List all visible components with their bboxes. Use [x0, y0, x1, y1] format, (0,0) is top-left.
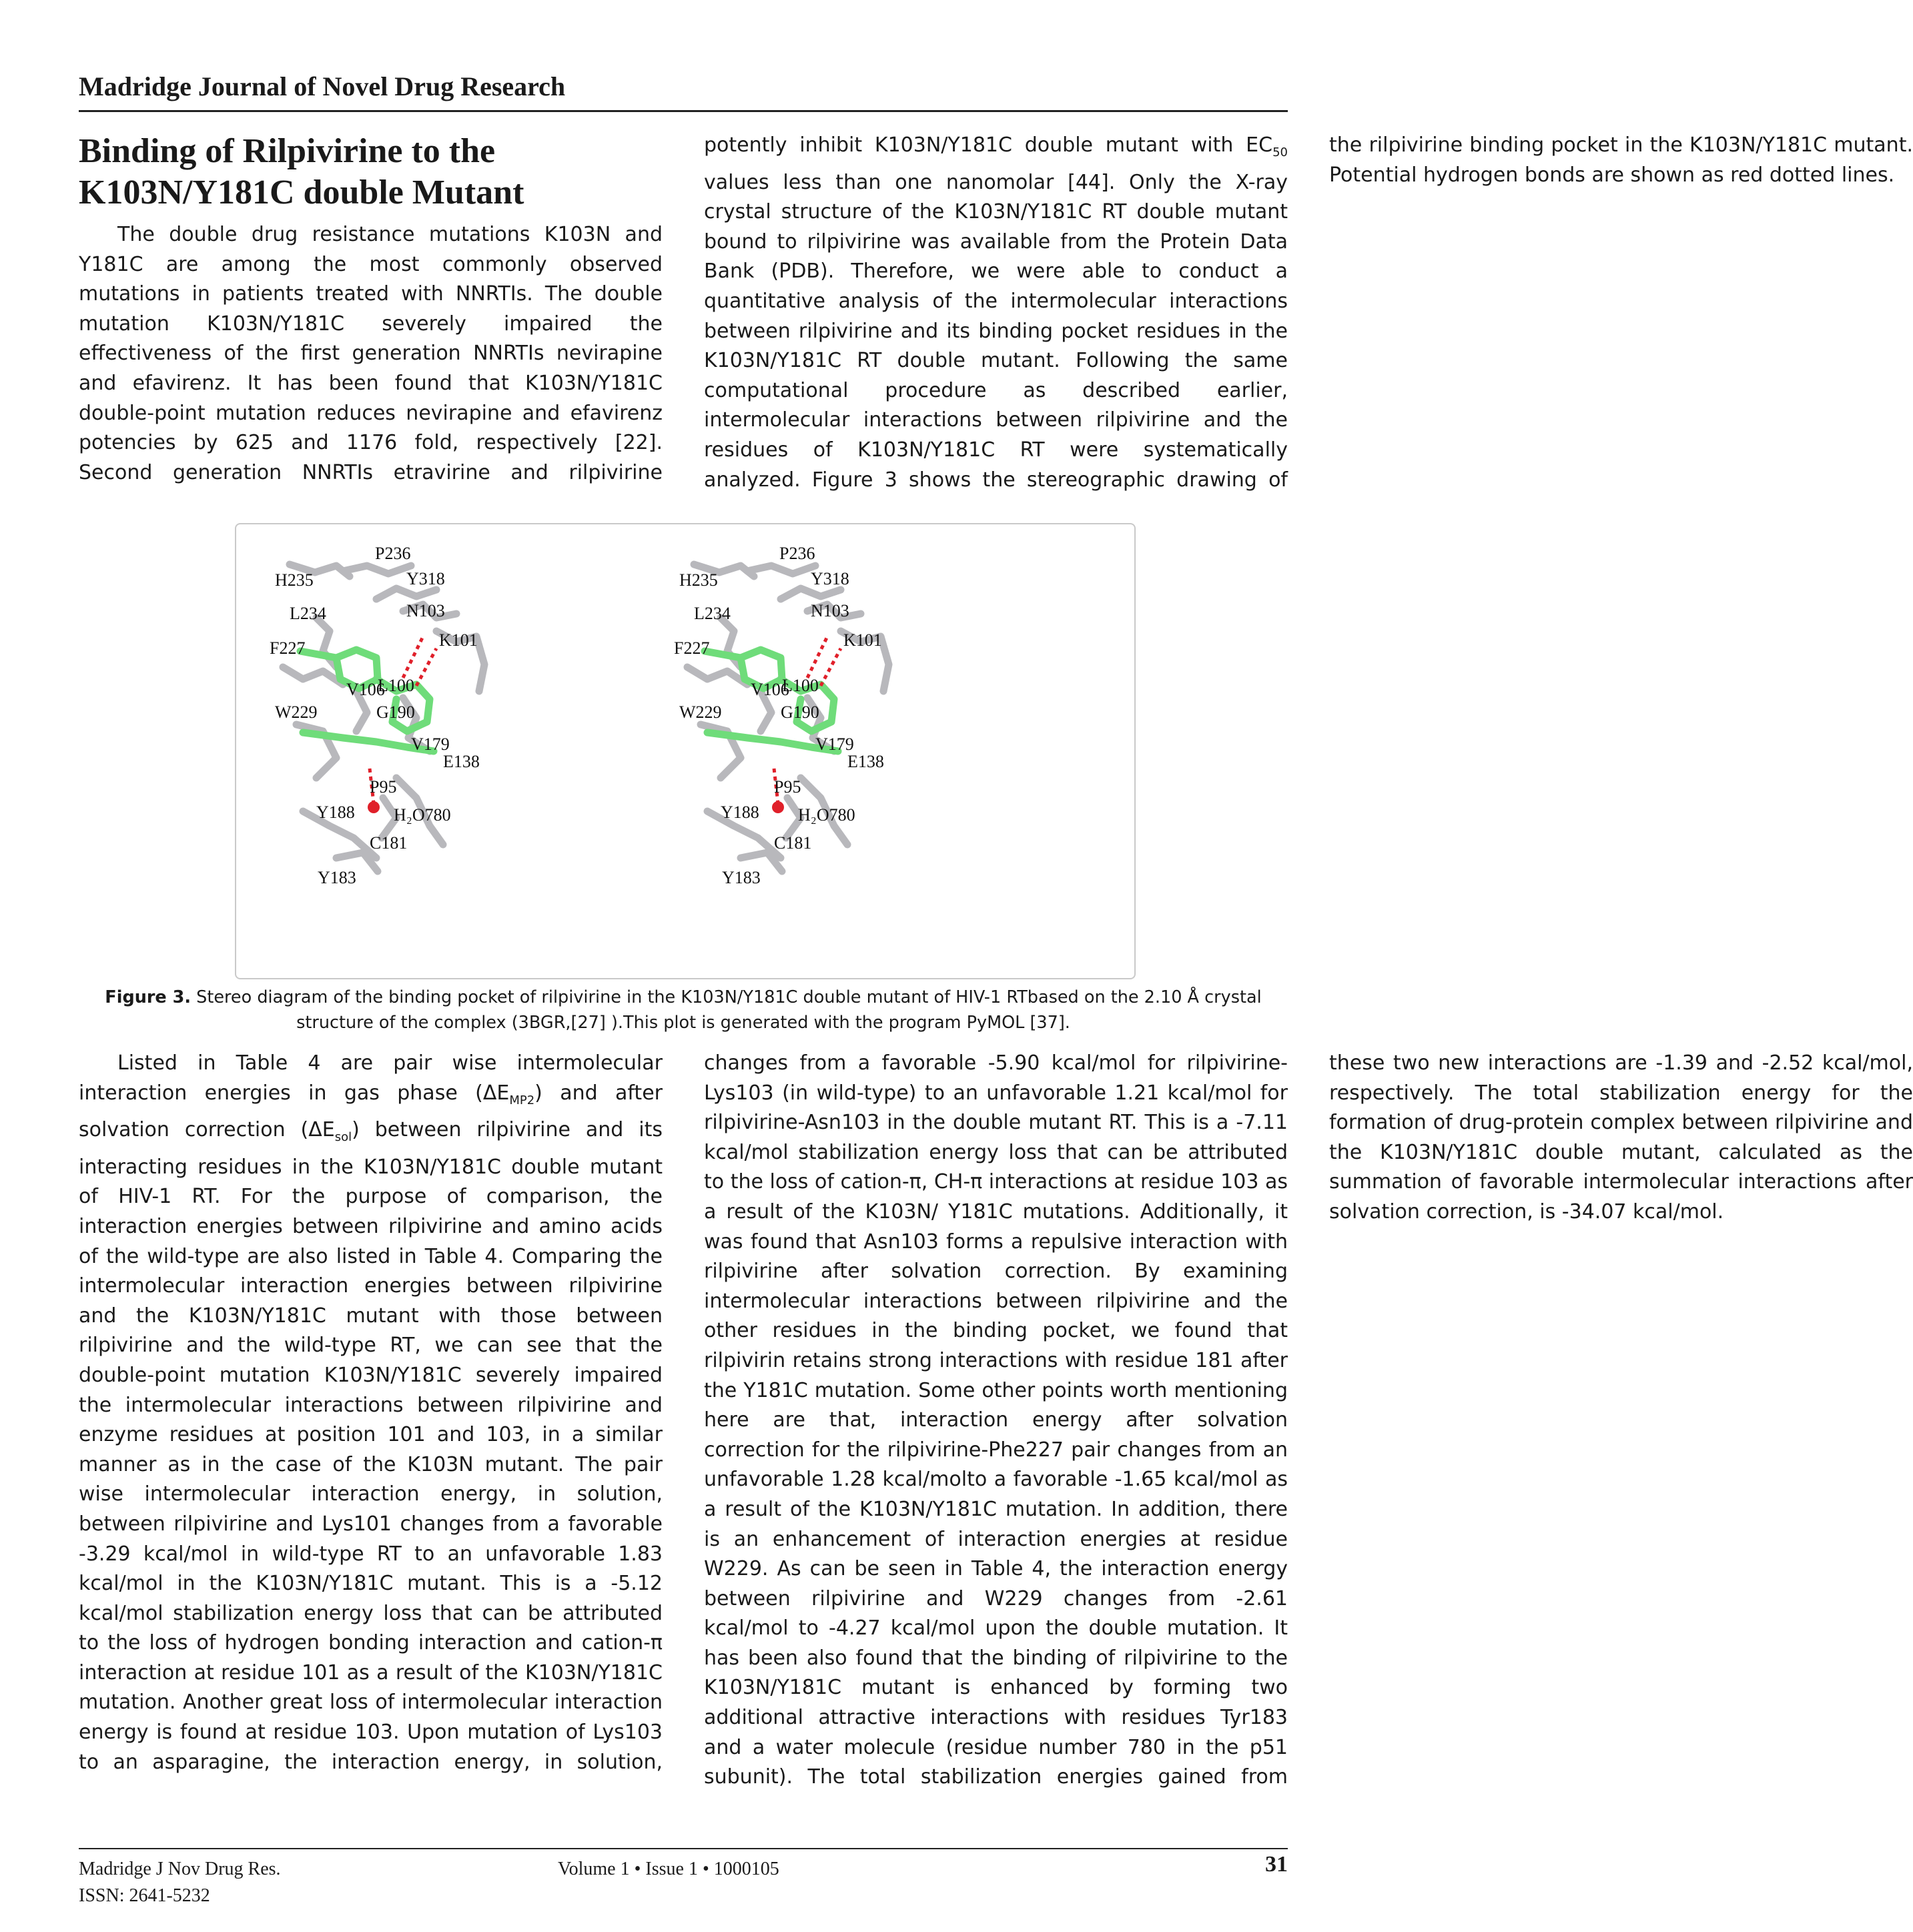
right-hydrogen-bond-1 — [821, 648, 841, 686]
right-label-y183: Y183 — [722, 868, 761, 887]
left-label-h235: H235 — [275, 570, 314, 590]
right-label-f227: F227 — [674, 638, 710, 658]
body-text-c: ) between rilpivirine and its interacting residues in the K103N/Y181C double mutant of HIV-1 RT. For the purpose of comparison, the interaction energies between rilpivirine and amino acids of the wild-type are also listed in Table 4. Comparing the intermolecular interaction energies between rilpivirine and the K103N/Y181C mutant with those between rilpivirine and the wild-type RT, we can see that the double-point mutation K103N/Y181C severely impaired the intermolecular interactions between rilpivirine and enzyme residues at position 101 and 103, in a similar manner as in the case of the K103N mutant. The pair wise intermolecular interaction energy, in solution, between rilpivirine and Lys101 changes from a favorable -3.29 kcal/mol in wild-type RT to an unfavorable 1.83 kcal/mol in the K103N/Y181C mutant. This is a -5.12 kcal/mol stabilization energy loss that can be attributed to the loss of hydrogen bonding interaction and cation-π interaction at residue 101 as a result of the K103N/Y181C mutation. Another great loss of intermolecular interaction energy is found at residue 103. Upon mutation of Lys103 to an asparagine, the interaction energy, in solution, changes from a favorable -5.90 kcal/mol for rilpivirine-Lys103 (in wild-type) to an unfavorable 1.21 kcal/mol for rilpivirine-Asn103 in the double mutant RT. This is a -7.11 kcal/mol stabilization energy loss that can be attributed to the loss of cation-π, CH-π interactions at residue 103 as a result of the K103N/ Y181C mutations. Additionally, it was found that Asn103 forms a repulsive interaction with rilpivirine after solvation correction. By examining intermolecular interactions between rilpivirine and the other residues in the binding pocket, we found that rilpivirin retains strong interactions with residue 181 after the Y181C mutation. Some other points worth mentioning here are that, interaction energy after solvation correction for the rilpivirine-Phe227 pair changes from an unfavorable 1.28 kcal/molto a favorable -1.65 kcal/mol as a result of the K103N/Y181C mutation. In addition, there is an enhancement of interaction energies at residue W229. As can be seen in Table 4, the interaction energy between rilpivirine and W229 changes from -2.61 kcal/mol to -4.27 kcal/mol upon the double mutation. It has been also found that the binding of rilpivirine to the K103N/Y181C mutant is enhanced by forming two additional attractive interactions with residues Tyr183 and a water molecule (residue number 780 in the p51 subunit). The total stabilization energies gained from these two new interactions are -1.39 and -2.52 kcal/mol, respectively. The total stabilization energy for the formation of drug-protein complex between rilpivirine and the K103N/Y181C double mutant, calculated as the summation of favorable intermolecular interactions after solvation correction, is -34.07 kcal/mol. — [79, 1051, 1913, 1789]
right-label-y188: Y188 — [721, 803, 759, 822]
stereo-left-panel — [270, 544, 484, 887]
right-residue-stick-2 — [781, 588, 841, 599]
left-residue-stick-2 — [376, 588, 436, 599]
right-label-p95: P95 — [774, 777, 801, 797]
right-label-v179: V179 — [815, 735, 854, 754]
figure-caption — [93, 985, 1273, 1035]
intro-text-b: values less than one nanomolar [44]. Only the X-ray crystal structure of the K103N/Y181C RT double mutant bound to rilpivirine was available from the Protein Data Bank (PDB). Therefore, we were able to conduct a quantitative analysis of the intermolecular interactions between rilpivirine and its binding pocket residues in the K103N/Y181C RT double mutant. Following the same computational procedure as described earlier, intermolecular interactions between rilpivirine and the residues of K103N/Y181C RT were systematically analyzed. Figure 3 shows the stereographic drawing of the rilpivirine binding pocket in the K103N/Y181C mutant. Potential hydrogen bonds are shown as red dotted lines. — [704, 133, 1913, 492]
left-label-p236: P236 — [375, 544, 411, 563]
left-label-g190: G190 — [376, 702, 415, 722]
right-residue-stick-1 — [747, 566, 815, 574]
right-label-ho780: H₂O780 — [798, 805, 855, 825]
intro-paragraph — [79, 0, 1913, 507]
right-hydrogen-bond-0 — [807, 636, 827, 678]
left-label-v179: V179 — [411, 735, 450, 754]
left-water-atom — [368, 801, 380, 813]
right-label-c181: C181 — [774, 833, 812, 853]
left-label-y188: Y188 — [316, 803, 355, 822]
left-label-p95: P95 — [370, 777, 397, 797]
page-number: 31 — [1265, 1852, 1288, 1877]
right-label-w229: W229 — [679, 702, 722, 722]
footer-left — [79, 1856, 281, 1909]
right-label-g190: G190 — [781, 702, 819, 722]
left-hydrogen-bond-1 — [416, 648, 436, 686]
footer-rule — [79, 1848, 1288, 1849]
title-spacer — [79, 131, 663, 220]
left-label-ho780: H₂O780 — [394, 805, 451, 825]
left-label-f227: F227 — [270, 638, 306, 658]
right-label-k101: K101 — [843, 630, 882, 650]
left-label-w229: W229 — [275, 702, 318, 722]
left-label-y183: Y183 — [318, 868, 356, 887]
stereo-right-panel — [674, 544, 889, 887]
ec50-subscript: 50 — [1272, 145, 1288, 159]
footer-volume: Volume 1 • Issue 1 • 1000105 — [558, 1859, 779, 1879]
intro-text-a: The double drug resistance mutations K103N and Y181C are among the most commonly observed mutations in patients treated with NNRTIs. The double mutation K103N/Y181C severely impaired the effectiveness of the first generation NNRTIs nevirapine and efavirenz. It has been found that K103N/Y181C double-point mutation reduces nevirapine and efavirenz potencies by 625 and 1176 fold, respectively [22]. Second generation NNRTIs etravirine and rilpivirine potently inhibit K103N/Y181C double mutant with EC — [79, 133, 1273, 484]
right-label-h235: H235 — [679, 570, 718, 590]
right-label-n103: N103 — [811, 601, 849, 620]
right-label-y318: Y318 — [811, 569, 849, 588]
body-paragraph — [79, 1049, 1913, 1803]
mp2-subscript: MP2 — [509, 1093, 535, 1107]
figure-caption-label: Figure 3. — [105, 987, 192, 1007]
sol-subscript: sol — [334, 1130, 352, 1145]
right-label-p236: P236 — [779, 544, 815, 563]
right-label-v106: V106 — [751, 680, 789, 699]
left-label-l100: L100 — [378, 676, 414, 695]
left-label-v106: V106 — [346, 680, 385, 699]
footer-journal-abbrev: Madridge J Nov Drug Res. — [79, 1859, 281, 1879]
journal-header: Madridge Journal of Novel Drug Research — [79, 71, 566, 101]
left-hydrogen-bond-0 — [403, 636, 423, 678]
right-water-atom — [772, 801, 784, 813]
figure-caption-text: Stereo diagram of the binding pocket of rilpivirine in the K103N/Y181C double mutant of HIV-1 RTbased on the 2.10 Å crystal structure of the complex (3BGR,[27] ).This plot is generated with the program PyMOL [37]. — [191, 987, 1262, 1033]
left-label-l234: L234 — [290, 604, 326, 623]
left-label-y318: Y318 — [406, 569, 445, 588]
right-label-l100: L100 — [782, 676, 819, 695]
footer-issn: ISSN: 2641-5232 — [79, 1885, 210, 1906]
right-label-e138: E138 — [847, 752, 884, 771]
right-rilpivirine-bond-3 — [705, 651, 741, 658]
right-label-l234: L234 — [694, 604, 731, 623]
left-label-c181: C181 — [370, 833, 408, 853]
intro-columns — [79, 131, 1913, 500]
section-title: Binding of Rilpivirine to the K103N/Y181C double Mutant — [79, 132, 524, 211]
left-label-n103: N103 — [406, 601, 445, 620]
body-text-a: Listed in Table 4 are pair wise intermolecular interaction energies in gas phase (ΔE — [79, 1051, 663, 1105]
left-label-e138: E138 — [443, 752, 480, 771]
body-text-b: ) and after solvation correction (ΔE — [79, 1081, 663, 1142]
left-rilpivirine-bond-3 — [300, 651, 336, 658]
stereo-diagram — [236, 524, 1134, 978]
figure-3 — [235, 523, 1136, 979]
left-residue-stick-1 — [343, 566, 411, 574]
left-label-k101: K101 — [439, 630, 478, 650]
